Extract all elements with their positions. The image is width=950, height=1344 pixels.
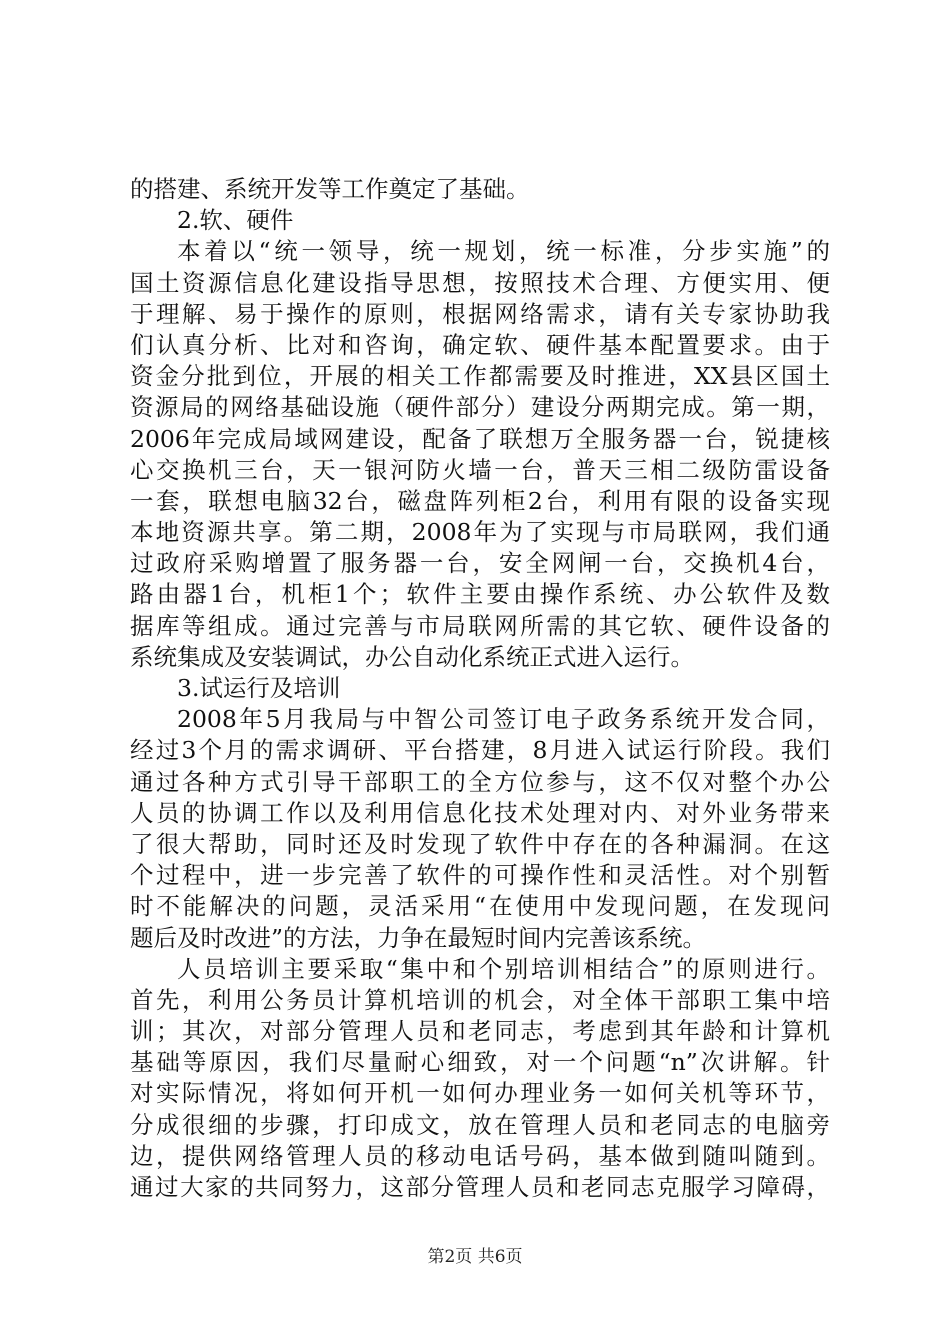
text-line: 个过程中，进一步完善了软件的可操作性和灵活性。对个别暂 xyxy=(130,861,830,890)
page-number-footer: 第2页 共6页 xyxy=(427,1247,523,1267)
document-body xyxy=(130,174,830,1203)
text-line: 2006年完成局域网建设，配备了联想万全服务器一台，锐捷核 xyxy=(130,424,830,453)
text-line: 系统集成及安装调试，办公自动化系统正式进入运行。 xyxy=(130,642,694,671)
text-line: 本着以“统一领导，统一规划，统一标准，分步实施”的 xyxy=(177,237,830,266)
text-line: 一套，联想电脑32台，磁盘阵列柜2台，利用有限的设备实现 xyxy=(130,486,830,515)
text-line: 据库等组成。通过完善与市局联网所需的其它软、硬件设备的 xyxy=(130,611,830,640)
text-line: 2008年5月我局与中智公司签订电子政务系统开发合同， xyxy=(177,705,830,734)
text-line: 国土资源信息化建设指导思想，按照技术合理、方便实用、便 xyxy=(130,268,830,297)
text-line: 通过大家的共同努力，这部分管理人员和老同志克服学习障碍， xyxy=(130,1173,830,1201)
text-line: 边，提供网络管理人员的移动电话号码，基本做到随叫随到。 xyxy=(130,1141,830,1170)
text-line: 分成很细的步骤，打印成文，放在管理人员和老同志的电脑旁 xyxy=(130,1110,830,1139)
text-line: 时不能解决的问题，灵活采用“在使用中发现问题，在发现问 xyxy=(130,892,830,921)
text-line: 基础等原因，我们尽量耐心细致，对一个问题“n”次讲解。针 xyxy=(130,1048,830,1077)
text-line: 的搭建、系统开发等工作奠定了基础。 xyxy=(130,175,530,203)
text-line: 心交换机三台，天一银河防火墙一台，普天三相二级防雷设备 xyxy=(130,455,830,484)
text-line: 资源局的网络基础设施（硬件部分）建设分两期完成。第一期， xyxy=(130,393,830,422)
text-line: 路由器1台，机柜1个；软件主要由操作系统、办公软件及数 xyxy=(130,580,830,609)
text-line: 于理解、易于操作的原则，根据网络需求，请有关专家协助我 xyxy=(130,299,830,328)
section-heading: 2.软、硬件 xyxy=(177,206,294,235)
text-line: 人员的协调工作以及利用信息化技术处理对内、对外业务带来 xyxy=(130,798,830,827)
text-line: 人员培训主要采取“集中和个别培训相结合”的原则进行。 xyxy=(177,954,830,983)
text-line: 过政府采购增置了服务器一台，安全网闸一台，交换机4台， xyxy=(130,549,830,578)
text-line: 们认真分析、比对和咨询，确定软、硬件基本配置要求。由于 xyxy=(130,330,830,359)
text-line: 资金分批到位，开展的相关工作都需要及时推进，XX县区国土 xyxy=(130,362,830,391)
text-line: 了很大帮助，同时还及时发现了软件中存在的各种漏洞。在这 xyxy=(130,829,830,858)
text-line: 本地资源共享。第二期，2008年为了实现与市局联网，我们通 xyxy=(130,518,830,547)
text-line: 通过各种方式引导干部职工的全方位参与，这不仅对整个办公 xyxy=(130,767,830,796)
text-line: 训；其次，对部分管理人员和老同志，考虑到其年龄和计算机 xyxy=(130,1017,830,1046)
text-line: 对实际情况，将如何开机一如何办理业务一如何关机等环节， xyxy=(130,1079,830,1108)
text-line: 题后及时改进”的方法，力争在最短时间内完善该系统。 xyxy=(130,923,707,952)
section-heading: 3.试运行及培训 xyxy=(177,674,341,702)
text-line: 经过3个月的需求调研、平台搭建，8月进入试运行阶段。我们 xyxy=(130,736,830,765)
text-line: 首先，利用公务员计算机培训的机会，对全体干部职工集中培 xyxy=(130,985,830,1014)
